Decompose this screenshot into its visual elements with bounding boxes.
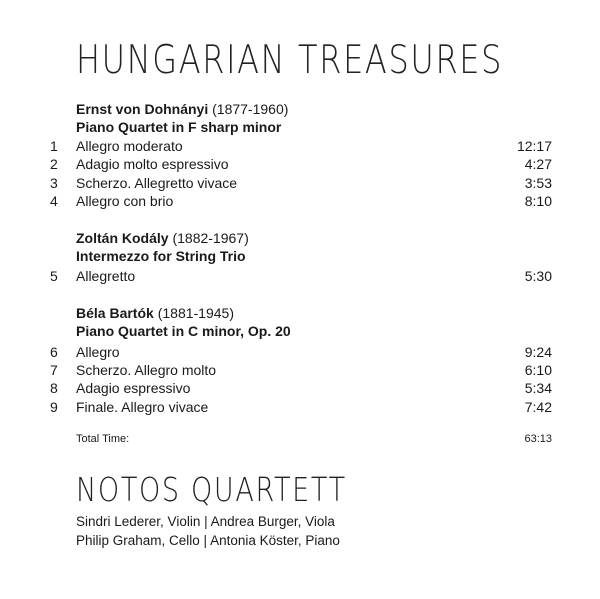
total-time-label: Total Time: — [76, 433, 130, 445]
track-title: Adagio espressivo — [76, 380, 191, 396]
composer-dates: (1881-1945) — [157, 305, 234, 321]
track-duration: 3:53 — [524, 175, 552, 191]
track-duration: 7:42 — [524, 399, 552, 415]
track-title: Scherzo. Allegretto vivace — [76, 175, 238, 191]
composer-heading — [76, 230, 249, 246]
track-row — [0, 344, 600, 362]
track-duration: 8:10 — [524, 193, 552, 209]
track-duration: 12:17 — [516, 138, 552, 154]
track-number: 3 — [50, 175, 58, 191]
track-duration: 9:24 — [524, 344, 552, 360]
composer-name: Zoltán Kodály — [76, 230, 169, 246]
track-number: 5 — [50, 268, 58, 284]
composer-name: Ernst von Dohnányi — [76, 101, 209, 117]
track-number: 8 — [50, 380, 58, 396]
track-title: Allegro — [76, 344, 120, 360]
track-row — [0, 156, 600, 174]
performers-line: Philip Graham, Cello | Antonia Köster, Piano — [76, 533, 340, 548]
track-number: 1 — [50, 138, 58, 154]
track-row — [0, 362, 600, 380]
track-duration: 6:10 — [524, 362, 552, 378]
track-title: Scherzo. Allegro molto — [76, 362, 217, 378]
ensemble-name: NOTOS QUARTETT — [76, 470, 347, 509]
composer-name: Béla Bartók — [76, 305, 154, 321]
performers-line: Sindri Lederer, Violin | Andrea Burger, Viola — [76, 514, 335, 529]
track-title: Allegretto — [76, 268, 136, 284]
track-title: Allegro con brio — [76, 193, 174, 209]
track-title: Allegro moderato — [76, 138, 183, 154]
track-title: Adagio molto espressivo — [76, 156, 229, 172]
composer-heading — [76, 101, 288, 117]
track-title: Finale. Allegro vivace — [76, 399, 209, 415]
track-row — [0, 268, 600, 286]
work-title: Piano Quartet in F sharp minor — [76, 119, 282, 135]
track-number: 4 — [50, 193, 58, 209]
track-number: 2 — [50, 156, 58, 172]
track-number: 7 — [50, 362, 58, 378]
album-title: HUNGARIAN TREASURES — [76, 38, 504, 83]
work-title: Intermezzo for String Trio — [76, 248, 246, 264]
track-duration: 5:34 — [524, 380, 552, 396]
track-duration: 4:27 — [524, 156, 552, 172]
total-time-value: 63:13 — [524, 433, 552, 445]
track-row — [0, 138, 600, 156]
composer-dates: (1877-1960) — [212, 101, 289, 117]
work-title: Piano Quartet in C minor, Op. 20 — [76, 323, 291, 339]
track-row — [0, 380, 600, 398]
track-number: 9 — [50, 399, 58, 415]
track-number: 6 — [50, 344, 58, 360]
composer-heading — [76, 305, 234, 321]
composer-dates: (1882-1967) — [172, 230, 249, 246]
track-row — [0, 399, 600, 417]
track-duration: 5:30 — [524, 268, 552, 284]
track-row — [0, 193, 600, 211]
track-row — [0, 175, 600, 193]
